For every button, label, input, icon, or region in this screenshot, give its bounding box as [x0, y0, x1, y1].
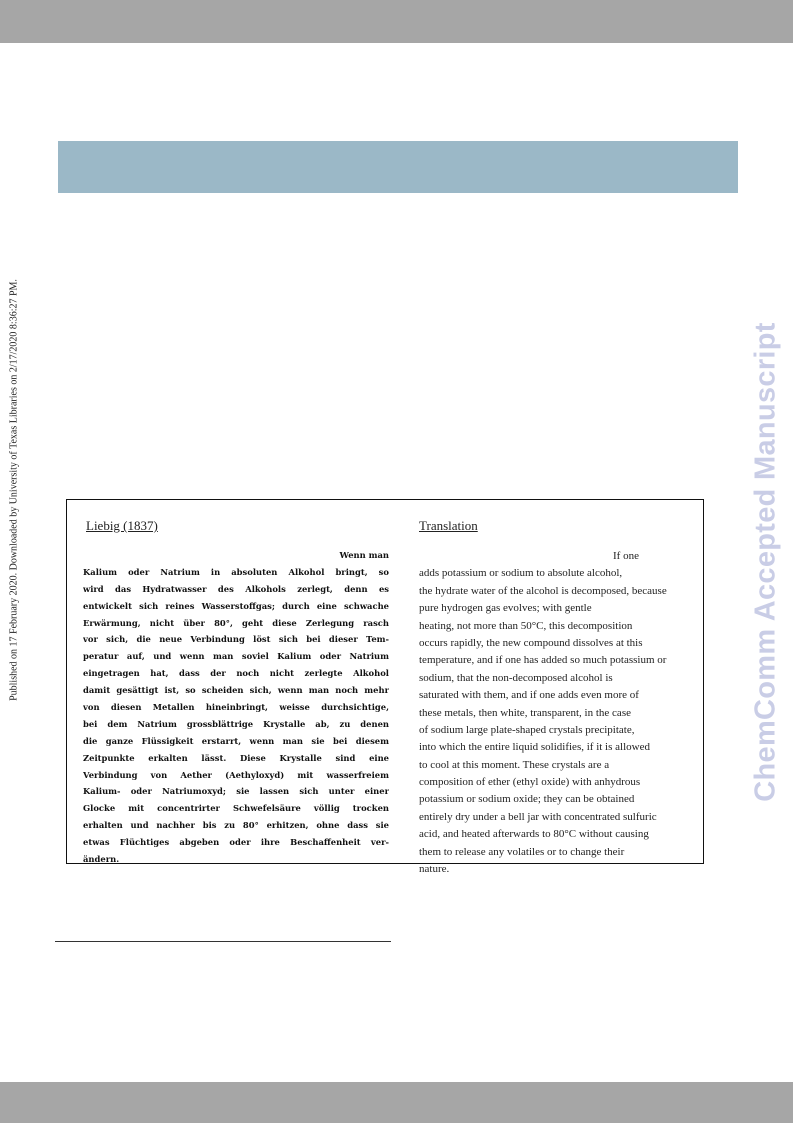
german-line: bei dem Natrium grossblättrige Krystalle ab, zu denen [83, 718, 389, 729]
english-line: heating, not more than 50°C, this decomposition [419, 619, 633, 632]
bottom-bar [0, 1082, 793, 1123]
english-line: potassium or sodium oxide; they can be obtained [419, 793, 635, 806]
german-line: Erwärmung, nicht über 80°, geht diese Zerlegung rasch [83, 617, 389, 628]
english-line: to cool at this moment. These crystals are a [419, 758, 610, 771]
english-line: adds potassium or sodium to absolute alcohol, [419, 567, 623, 580]
english-line: entirely dry under a bell jar with concentrated sulfuric [419, 810, 657, 823]
english-line: them to release any volatiles or to change their [419, 845, 625, 858]
english-line: sodium, that the non-decomposed alcohol is [419, 671, 613, 684]
german-line: Wenn man [339, 550, 389, 560]
quotation-box [66, 499, 704, 876]
english-translation-text [419, 548, 699, 878]
english-line: the hydrate water of the alcohol is decomposed, because [419, 584, 667, 597]
footnote-divider [55, 941, 391, 942]
english-line: If one [613, 550, 639, 562]
english-line: temperature, and if one has added so much potassium or [419, 654, 667, 667]
german-line: vor sich, die neue Verbindung löst sich bei dieser Tem- [83, 634, 389, 645]
german-line: Kalium oder Natrium in absoluten Alkohol bringt, so [83, 566, 389, 577]
accepted-manuscript-watermark: ChemComm Accepted Manuscript [749, 322, 782, 802]
english-line: composition of ether (ethyl oxide) with anhydrous [419, 776, 641, 789]
german-line: von diesen Metallen hineinbringt, weisse durchsichtige, [83, 702, 389, 713]
english-line: of sodium large plate-shaped crystals precipitate, [419, 723, 635, 736]
german-line: entwickelt sich reines Wasserstoffgas; durch eine schwache [83, 600, 389, 611]
english-line: acid, and heated afterwards to 80°C without causing [419, 828, 649, 841]
header-band [58, 141, 738, 193]
german-line: Kalium- oder Natriumoxyd; sie lassen sich unter einer [83, 786, 389, 797]
original-text-title: Liebig (1837) [86, 518, 158, 533]
german-line: peratur auf, und wenn man soviel Kalium oder Natrium [83, 651, 389, 662]
german-line: die ganze Flüssigkeit erstarrt, wenn man sie bei diesem [83, 735, 389, 746]
top-bar [0, 0, 793, 43]
german-line: Glocke mit concentrirter Schwefelsäure völlig trocken [83, 803, 389, 814]
english-line: into which the entire liquid solidifies, if it is allowed [419, 741, 650, 754]
german-line: etwas Flüchtiges abgeben oder ihre Beschaffenheit ver- [83, 837, 389, 848]
german-line: damit gesättigt ist, so scheiden sich, wenn man noch mehr [83, 685, 389, 696]
german-line: ändern. [83, 854, 120, 865]
english-line: these metals, then white, transparent, in the case [419, 706, 631, 719]
original-german-text [83, 547, 389, 868]
translation-title: Translation [419, 518, 478, 533]
german-line: Zeitpunkte erkalten lässt. Diese Krystalle sind eine [83, 752, 389, 763]
german-line: wird das Hydratwasser des Alkohols zerlegt, denn es [83, 583, 389, 594]
german-line: Verbindung von Aether (Aethyloxyd) mit wasserfreiem [83, 769, 389, 780]
english-line: nature. [419, 863, 450, 876]
english-line: pure hydrogen gas evolves; with gentle [419, 602, 592, 615]
publication-note: Published on 17 February 2020. Downloaded by University of Texas Libraries on 2/17/2020 8:36:27 PM. [8, 279, 20, 701]
english-line: occurs rapidly, the new compound dissolves at this [419, 636, 643, 649]
english-line: saturated with them, and if one adds even more of [419, 689, 639, 702]
german-line: eingetragen hat, dass der noch nicht zerlegte Alkohol [83, 668, 389, 679]
german-line: erhalten und nachher bis zu 80° erhitzen, ohne dass sie [83, 820, 389, 831]
